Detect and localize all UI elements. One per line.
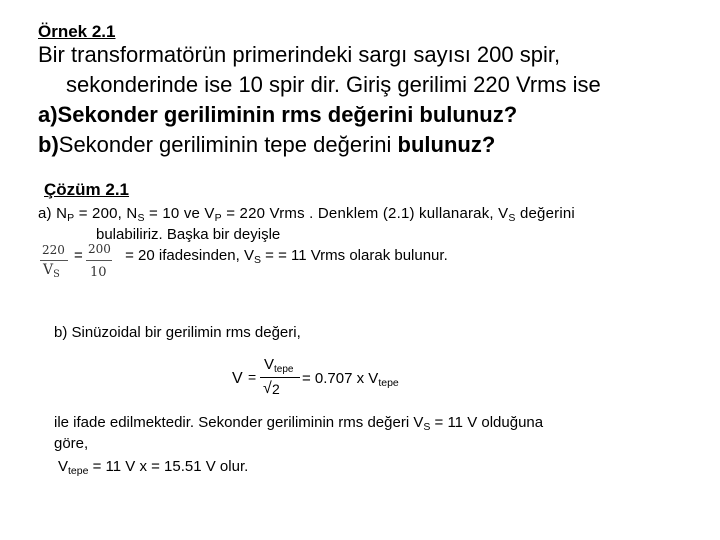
fraction-vs: $V_S$ — [43, 262, 60, 280]
question-line-1: Bir transformatörün primerindeki sargı sayısı 200 spir, — [38, 42, 561, 67]
solution-title: Çözüm 2.1 — [44, 180, 130, 199]
fraction-bar-1 — [40, 260, 68, 261]
part-b-line-1: ile ifade edilmektedir. Sekonder geriliminin rms değeri $V_S = 11$ V olduğuna — [54, 414, 544, 433]
part-a-line-3: = = 20 ifadesinden, $V_S$ = = 11 Vrms olarak bulunur. — [74, 247, 448, 266]
rms-result: = 0.707 x $V_{tepe}$ — [302, 370, 399, 389]
eq-denominator: 2 — [272, 381, 280, 397]
part-a-line-1: a) $N_P = 200$, $N_S = 10$ ve $V_P = 220$ Vrms . Denklem (2.1) kullanarak, $V_S$ değerini — [38, 205, 575, 224]
question-a: a)Sekonder geriliminin rms değerini bulunuz? — [38, 102, 518, 127]
fraction-220: 220 — [42, 243, 65, 257]
eq-v: V — [232, 370, 243, 387]
part-b-intro: b) Sinüzoidal bir gerilimin rms değeri, — [54, 324, 301, 341]
part-b-line-2: göre, — [54, 435, 89, 452]
eq-equals: = — [248, 369, 257, 385]
part-a-line-2: bulabiliriz. Başka bir deyişle — [96, 226, 281, 243]
sqrt-icon: √ — [263, 380, 272, 397]
question-line-2: sekonderinde ise 10 spir dir. Giriş gerilimi 220 Vrms ise — [66, 72, 601, 97]
question-b-text: Sekonder geriliminin tepe değerini — [58, 132, 398, 157]
rms-equation — [232, 356, 302, 400]
fraction-10: 10 — [90, 265, 107, 280]
question-b-label: b) — [38, 132, 59, 157]
fraction-200: 200 — [88, 242, 111, 256]
eq-fraction-bar — [260, 377, 300, 378]
question-b — [38, 132, 495, 158]
question-b-end: bulunuz? — [397, 132, 496, 157]
eq-numerator: $V_{tepe}$ — [264, 356, 294, 375]
example-title: Örnek 2.1 — [38, 22, 116, 41]
part-b-line-3: $V_{tepe} = 11$ V x = 15.51 V olur. — [58, 458, 249, 477]
